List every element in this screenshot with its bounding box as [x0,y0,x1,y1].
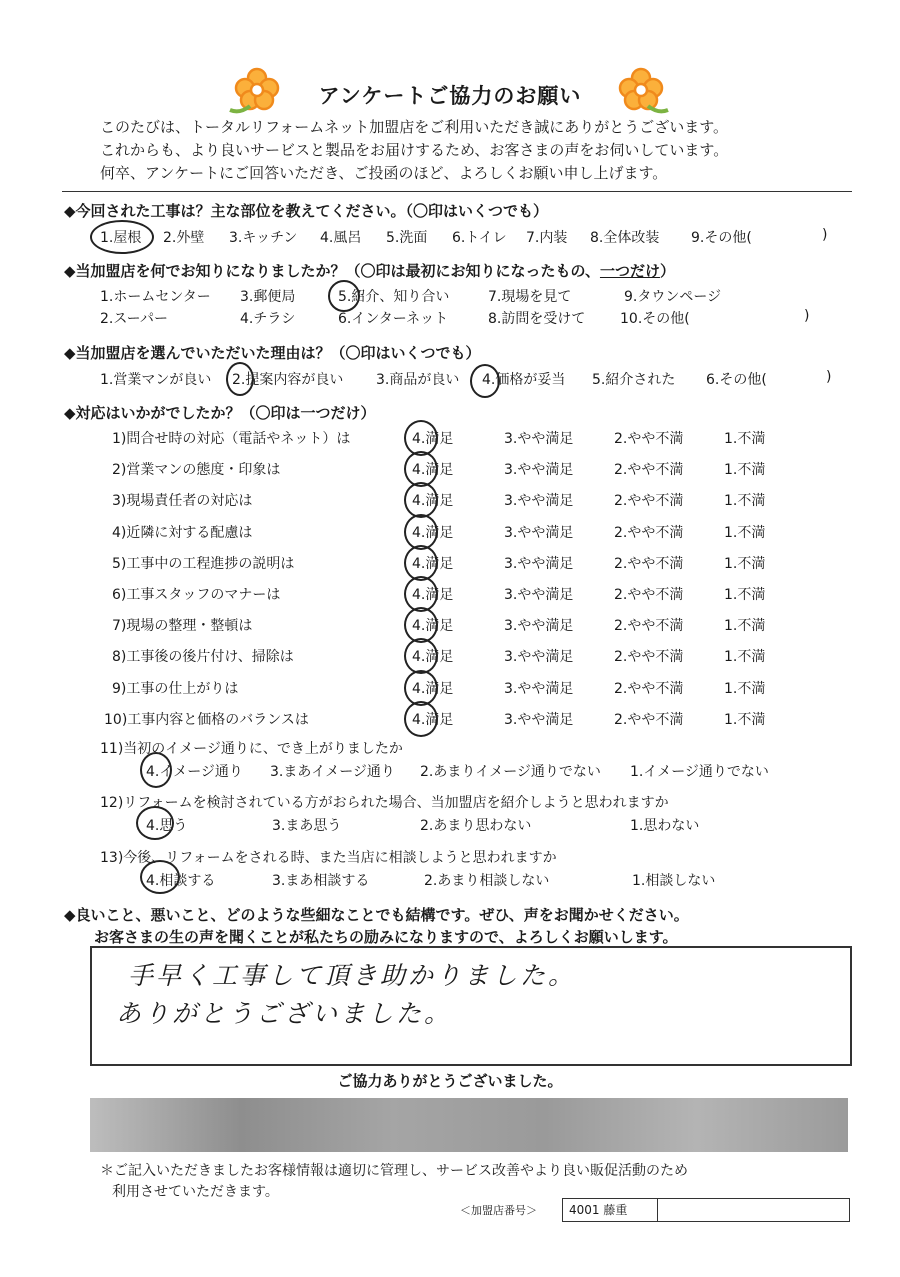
q4-rating-option[interactable]: 2.やや不満 [614,462,684,478]
q4-rating-option[interactable]: 4.満足 [412,431,454,447]
q2-option-1[interactable]: 1.ホームセンター [100,289,211,305]
q4-rating-option[interactable]: 3.やや満足 [504,712,574,728]
q2-option-6[interactable]: 6.インターネット [338,311,449,327]
q3-heading: ◆当加盟店を選んでいただいた理由は？（〇印はいくつでも） [64,344,481,362]
q3-option-3[interactable]: 3.商品が良い [376,372,460,388]
q11-option-2[interactable]: 2.あまりイメージ通りでない [420,764,601,780]
q4-rating-option[interactable]: 2.やや不満 [614,618,684,634]
q5-subheading: お客さまの生の声を聞くことが私たちの励みになりますので、よろしくお願いします。 [94,928,678,946]
q1-other-close: ) [822,227,828,243]
q1-option-exterior[interactable]: 2.外壁 [163,230,205,246]
q4-rating-option[interactable]: 4.満足 [412,493,454,509]
q12-option-2[interactable]: 2.あまり思わない [420,818,532,834]
q2-option-10[interactable]: 10.その他( [620,311,690,327]
q4-rating-option[interactable]: 4.満足 [412,525,454,541]
q4-rating-option[interactable]: 1.不満 [724,525,766,541]
q13-option-3[interactable]: 3.まあ相談する [272,873,370,889]
q4-rating-option[interactable]: 2.やや不満 [614,681,684,697]
q4-item-label: 1)問合せ時の対応（電話やネット）は [112,431,351,447]
q4-rating-option[interactable]: 2.やや不満 [614,493,684,509]
q11-option-4[interactable]: 4.イメージ通り [146,764,243,780]
q4-rating-option[interactable]: 4.満足 [412,712,454,728]
q4-rating-option[interactable]: 3.やや満足 [504,681,574,697]
q4-answer-circle [404,482,438,518]
q3-option-5[interactable]: 5.紹介された [592,372,676,388]
page-title: アンケートご協力のお願い [318,84,582,108]
intro-line-3: 何卒、アンケートにご回答いただき、ご投函のほど、よろしくお願い申し上げます。 [100,164,668,182]
q4-rating-option[interactable]: 4.満足 [412,681,454,697]
q4-rating-option[interactable]: 2.やや不満 [614,712,684,728]
redacted-customer-info [90,1098,848,1152]
q4-rating-option[interactable]: 4.満足 [412,462,454,478]
q4-item-label: 5)工事中の工程進捗の説明は [112,556,295,572]
q4-rating-option[interactable]: 2.やや不満 [614,587,684,603]
shop-number-box [562,1198,850,1222]
q3-option-4[interactable]: 4.価格が妥当 [482,372,566,388]
q4-rating-option[interactable]: 4.満足 [412,587,454,603]
q2-option-3[interactable]: 3.郵便局 [240,289,296,305]
q4-answer-circle [404,701,438,737]
q4-rating-option[interactable]: 1.不満 [724,462,766,478]
q12-option-4[interactable]: 4.思う [146,818,188,834]
q2-other-close: ) [804,308,810,324]
q4-rating-option[interactable]: 1.不満 [724,649,766,665]
q11-option-3[interactable]: 3.まあイメージ通り [270,764,395,780]
q3-option-6[interactable]: 6.その他( [706,372,767,388]
q12-answer-circle [136,806,174,840]
q11-label: 11)当初のイメージ通りに、でき上がりましたか [100,741,403,757]
q2-answer-circle [328,280,360,312]
q4-rating-option[interactable]: 3.やや満足 [504,618,574,634]
q4-rating-option[interactable]: 3.やや満足 [504,493,574,509]
q13-option-2[interactable]: 2.あまり相談しない [424,873,550,889]
intro-line-2: これからも、より良いサービスと製品をお届けするため、お客さまの声をお伺いしています。 [100,141,729,159]
q2-option-5[interactable]: 5.紹介、知り合い [338,289,450,305]
q5-heading: ◆良いこと、悪いこと、どのような些細なことでも結構です。ぜひ、声をお聞かせください。 [64,906,689,924]
q4-rating-option[interactable]: 1.不満 [724,493,766,509]
intro-line-1: このたびは、トータルリフォームネット加盟店をご利用いただき誠にありがとうございます。 [100,118,729,136]
q13-option-1[interactable]: 1.相談しない [632,873,716,889]
q12-label: 12)リフォームを検討されている方がおられた場合、当加盟店を紹介しようと思われますか [100,795,669,811]
q3-option-2[interactable]: 2.提案内容が良い [232,372,344,388]
q4-rating-option[interactable]: 1.不満 [724,587,766,603]
q4-item-label: 3)現場責任者の対応は [112,493,253,509]
divider [62,191,852,192]
q4-rating-option[interactable]: 3.やや満足 [504,462,574,478]
q1-option-roof[interactable]: 1.屋根 [100,230,142,246]
q4-item-label: 4)近隣に対する配慮は [112,525,253,541]
q3-answer-circle-2 [226,362,254,396]
q4-rating-option[interactable]: 4.満足 [412,556,454,572]
q4-rating-option[interactable]: 2.やや不満 [614,431,684,447]
q3-answer-circle-4 [470,364,500,398]
q11-answer-circle [140,752,172,788]
q1-heading: ◆今回された工事は？主な部位を教えてください。（〇印はいくつでも） [64,202,549,220]
q1-option-other[interactable]: 9.その他( [691,230,752,246]
q4-rating-option[interactable]: 1.不満 [724,431,766,447]
q4-rating-option[interactable]: 2.やや不満 [614,525,684,541]
q4-rating-option[interactable]: 4.満足 [412,618,454,634]
q3-option-1[interactable]: 1.営業マンが良い [100,372,212,388]
footnote-line-1: ＊ご記入いただきましたお客様情報は適切に管理し、サービス改善やより良い販促活動のため [100,1163,688,1179]
footnote-line-2: 利用させていただきます。 [112,1184,279,1200]
q4-rating-option[interactable]: 3.やや満足 [504,587,574,603]
q1-option-interior[interactable]: 7.内装 [526,230,568,246]
q1-option-full[interactable]: 8.全体改装 [590,230,660,246]
q1-answer-circle [90,220,154,254]
q2-option-7[interactable]: 7.現場を見て [488,289,572,305]
q2-option-9[interactable]: 9.タウンページ [624,289,722,305]
q4-item-label: 8)工事後の後片付け、掃除は [112,649,294,665]
q4-rating-option[interactable]: 3.やや満足 [504,525,574,541]
q4-rating-option[interactable]: 3.やや満足 [504,556,574,572]
q1-option-washroom[interactable]: 5.洗面 [386,230,428,246]
comment-line-2: ありがとうございました。 [116,999,453,1028]
q2-heading: ◆当加盟店を何でお知りになりましたか？（〇印は最初にお知りになったもの、一つだけ） [64,262,675,280]
thanks-text: ご協力ありがとうございました。 [337,1072,563,1090]
q2-option-8[interactable]: 8.訪問を受けて [488,311,586,327]
q4-rating-option[interactable]: 1.不満 [724,712,766,728]
q4-rating-option[interactable]: 1.不満 [724,618,766,634]
q12-option-3[interactable]: 3.まあ思う [272,818,342,834]
q4-rating-option[interactable]: 2.やや不満 [614,649,684,665]
q13-answer-circle [140,860,180,894]
shop-number-value: 4001 藤重 [563,1199,658,1221]
shop-number-label: ＜加盟店番号＞ [460,1204,537,1217]
comment-line-1: 手早く工事して頂き助かりました。 [128,961,577,990]
q4-rating-option[interactable]: 4.満足 [412,649,454,665]
q4-rating-option[interactable]: 2.やや不満 [614,556,684,572]
q4-rating-option[interactable]: 3.やや満足 [504,649,574,665]
q4-item-label: 9)工事の仕上がりは [112,681,239,697]
q4-rating-option[interactable]: 1.不満 [724,681,766,697]
q1-option-bath[interactable]: 4.風呂 [320,230,362,246]
q3-other-close: ) [826,369,832,385]
q13-option-4[interactable]: 4.相談する [146,873,216,889]
q2-option-2[interactable]: 2.スーパー [100,311,168,327]
q4-rating-option[interactable]: 1.不満 [724,556,766,572]
q4-item-label: 10)工事内容と価格のバランスは [104,712,309,728]
q12-option-1[interactable]: 1.思わない [630,818,700,834]
q4-heading: ◆対応はいかがでしたか？（〇印は一つだけ） [64,404,376,422]
q11-option-1[interactable]: 1.イメージ通りでない [630,764,769,780]
q4-rating-option[interactable]: 3.やや満足 [504,431,574,447]
q4-item-label: 7)現場の整理・整頓は [112,618,253,634]
q4-answer-circle [404,638,438,674]
q1-option-kitchen[interactable]: 3.キッチン [229,230,298,246]
q1-option-toilet[interactable]: 6.トイレ [452,230,507,246]
q13-label: 13)今後、リフォームをされる時、また当店に相談しようと思われますか [100,850,557,866]
q4-item-label: 2)営業マンの態度・印象は [112,462,281,478]
q4-item-label: 6)工事スタッフのマナーは [112,587,281,603]
q2-option-4[interactable]: 4.チラシ [240,311,296,327]
